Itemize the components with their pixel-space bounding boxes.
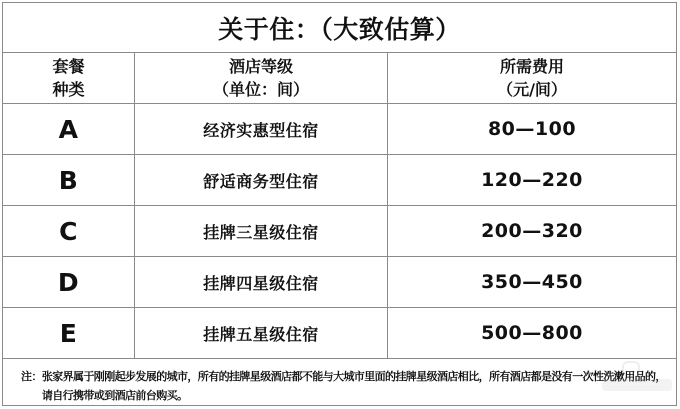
table-row (3, 104, 676, 155)
package-type: E (3, 308, 135, 358)
package-type: D (3, 257, 135, 307)
package-type: B (3, 155, 135, 205)
cost-range: 200—320 (481, 220, 583, 242)
table-row (3, 155, 676, 206)
footnote-line: 请自行携带或到酒店前台购买。 (41, 389, 188, 402)
header-package-type (3, 53, 135, 103)
footnote-label: 注： (21, 370, 42, 383)
hotel-grade: 挂牌五星级住宿 (135, 308, 388, 358)
hotel-grade: 挂牌四星级住宿 (135, 257, 388, 307)
table-row (3, 206, 676, 257)
cost-range: 350—450 (481, 271, 583, 293)
table-header-row (3, 53, 676, 104)
header-hotel-grade (135, 53, 388, 103)
cost-range: 120—220 (481, 169, 583, 191)
page-title: 关于住：（大致估算） (3, 3, 676, 53)
header-line: 套餐 (52, 57, 85, 76)
header-cost (388, 53, 676, 103)
package-type: A (3, 104, 135, 154)
cost-range: 80—100 (487, 118, 577, 140)
table-row (3, 257, 676, 308)
header-line: （单位：间） (212, 80, 309, 99)
hotel-grade: 舒适商务型住宿 (135, 155, 388, 205)
hotel-grade: 挂牌三星级住宿 (135, 206, 388, 256)
footnote (3, 359, 676, 405)
cost-range: 500—800 (481, 322, 583, 344)
footnote-line: 张家界属于刚刚起步发展的城市，所有的挂牌星级酒店都不能与大城市里面的挂牌星级酒店相比，所有酒店都是没有一次性洗漱用品的， (41, 370, 666, 383)
header-line: 所需费用 (499, 57, 564, 76)
header-line: 酒店等级 (228, 57, 293, 76)
table-row (3, 308, 676, 359)
footnote-text (42, 367, 666, 405)
estimate-table (2, 2, 677, 406)
package-type: C (3, 206, 135, 256)
header-line: 种类 (52, 80, 85, 99)
hotel-grade: 经济实惠型住宿 (135, 104, 388, 154)
header-line: （元/间） (497, 80, 567, 99)
